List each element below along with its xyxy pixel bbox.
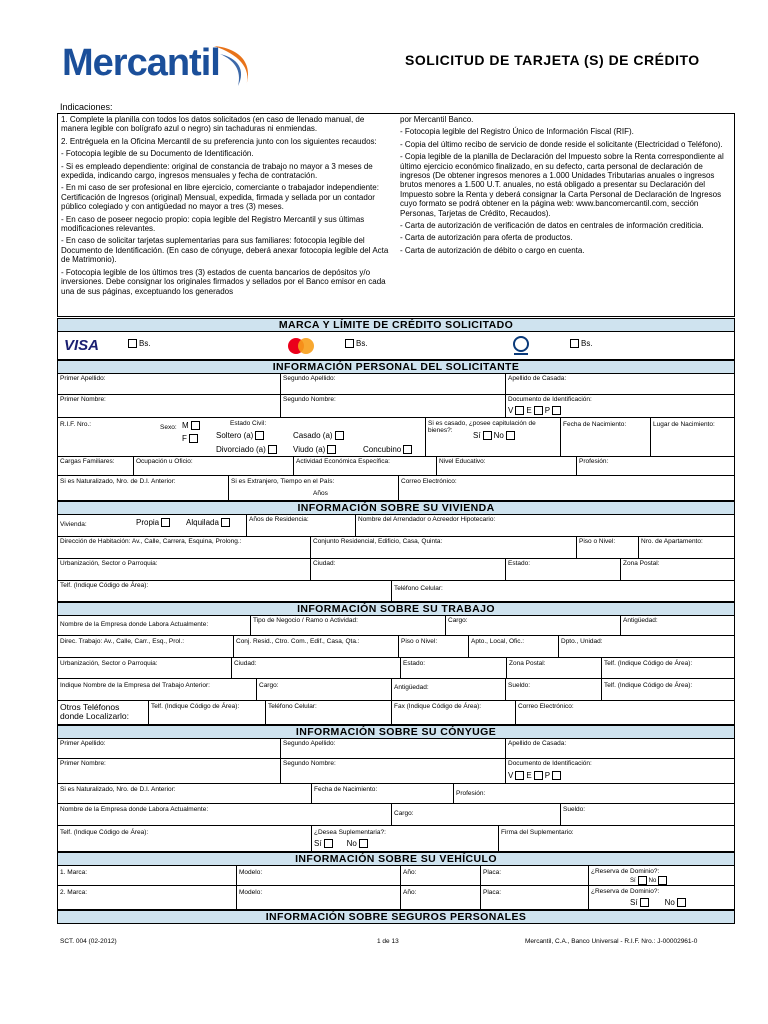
divorciado-checkbox[interactable] <box>268 445 277 454</box>
soltero-checkbox[interactable] <box>255 431 264 440</box>
naturalizado-label: Si es Naturalizado, Nro. de D.I. Anterior: <box>60 478 176 485</box>
divorciado-option: Divorciado (a) <box>216 445 279 454</box>
marca-2-label: 2. Marca: <box>60 889 88 896</box>
section-vehiculo: INFORMACIÓN SOBRE SU VEHÍCULO <box>57 852 735 866</box>
anos-label: Años <box>313 490 328 497</box>
ind-left-5: - En mi caso de ser profesional en libre ejercicio, comerciante o trabajador independiente: Certificación de Ingresos (original) Mensual, expedida, firmada y sellada por un contador público colegiado y con antigüedad no mayor a tres (3) meses. <box>61 183 379 212</box>
ind-right-7: - Carta de autorización de débito o cargo en cuenta. <box>400 245 585 255</box>
conyuge-telf-label: Telf. (Indique Código de Área): <box>60 829 149 836</box>
direccion-label: Dirección de Habitación: Av., Calle, Carrera, Esquina, Prolong.: <box>60 538 242 545</box>
apto-label: Nro. de Apartamento: <box>641 538 703 545</box>
doc-v-checkbox[interactable] <box>515 406 524 415</box>
trabajo-row-5 <box>57 701 735 725</box>
telf-otros-label: Telf. (Indique Código de Área): <box>151 703 240 710</box>
correo-trabajo-label: Correo Electrónico: <box>518 703 574 710</box>
indicaciones-label: Indicaciones: <box>60 102 113 112</box>
ind-left-8: - Fotocopia legible de los últimos tres (3) estados de cuenta bancarios de depósitos y/o inversiones. Debe consignar los originales firmados y sellados por el Banco emisor en cada una de sus páginas, exceptuando los generados <box>61 267 386 296</box>
suplementaria-options: Sí No <box>314 839 370 848</box>
celular-trabajo-label: Teléfono Celular: <box>268 703 317 710</box>
sexo-m-checkbox[interactable] <box>191 421 200 430</box>
ind-left-2: 2. Entréguela en la Oficina Mercantil de su preferencia junto con los siguientes recaudos: <box>61 136 377 146</box>
urb-trabajo-label: Urbanización, Sector o Parroquia: <box>60 660 158 667</box>
conjunto-label: Conjunto Residencial, Edificio, Casa, Quinta: <box>313 538 443 545</box>
suplementaria-no-checkbox[interactable] <box>359 839 368 848</box>
ind-right-6: - Carta de autorización para oferta de productos. <box>400 233 573 243</box>
concubino-option: Concubino <box>363 445 414 454</box>
vivienda-row-3 <box>57 559 735 581</box>
propia-checkbox[interactable] <box>161 518 170 527</box>
fax-label: Fax (Indique Código de Área): <box>394 703 482 710</box>
conyuge-segundo-apellido-label: Segundo Apellido: <box>283 740 336 747</box>
visa-icon: VISA <box>64 337 100 354</box>
section-seguros: INFORMACIÓN SOBRE SEGUROS PERSONALES <box>57 910 735 924</box>
vehiculo-row-2 <box>57 886 735 910</box>
apto-trabajo-label: Apto., Local, Ofic.: <box>471 638 525 645</box>
celular-label: Teléfono Celular: <box>394 585 443 592</box>
vivienda-label: Vivienda: <box>60 521 87 528</box>
telf-trabajo-label: Telf. (Indique Código de Área): <box>604 660 693 667</box>
conyuge-cargo-label: Cargo: <box>394 810 414 817</box>
antiguedad-label: Antigüedad: <box>623 617 658 624</box>
visa-checkbox[interactable] <box>128 339 137 348</box>
estado-label: Estado: <box>508 560 531 567</box>
form-code: SCT. 004 (02-2012) <box>60 938 117 945</box>
ind-left-1: 1. Complete la planilla con todos los datos solicitados (en caso de llenado manual, de manera legible con bolígrafo azul o negro) sin tachaduras ni enmiendas. <box>61 115 365 134</box>
sexo-f-checkbox[interactable] <box>189 434 198 443</box>
modelo-2-label: Modelo: <box>239 889 263 896</box>
personal-row-1 <box>57 374 735 395</box>
telf-anterior-label: Telf. (Indique Código de Área): <box>604 682 693 689</box>
correo-label: Correo Electrónico: <box>401 478 457 485</box>
capitulacion-label: Si es casado, ¿posee capitulación de bienes?: <box>428 420 536 434</box>
placa-1-label: Placa: <box>483 869 502 876</box>
ano-2-label: Año: <box>403 889 417 896</box>
actividad-label: Actividad Económica Específica: <box>296 458 390 465</box>
ind-right-5: - Carta de autorización de verificación de datos en centrales de información crediticia. <box>400 221 704 231</box>
segundo-apellido-label: Segundo Apellido: <box>283 375 336 382</box>
ind-left-3: - Fotocopia legible de su Documento de Identificación. <box>61 149 254 159</box>
anos-residencia-label: Años de Residencia: <box>249 516 309 523</box>
negocio-label: Tipo de Negocio / Ramo o Actividad: <box>253 617 358 624</box>
indicaciones-right <box>400 115 730 258</box>
profesion-label: Profesión: <box>579 458 609 465</box>
soltero-option: Soltero (a) <box>216 431 266 440</box>
conyuge-doc-v-checkbox[interactable] <box>515 771 524 780</box>
ano-1-label: Año: <box>403 869 417 876</box>
company-info: Mercantil, C.A., Banco Universal - R.I.F. Nro.: J-00002961-0 <box>525 938 698 945</box>
visa-limit <box>126 339 151 348</box>
ciudad-label: Ciudad: <box>313 560 336 567</box>
zona-label: Zona Postal: <box>623 560 660 567</box>
ind-right-4: - Copia legible de la planilla de Declaración del Impuesto sobre la Renta correspondiente al último ejercicio económico finalizado, en su defecto, carta personal de declaración de ingresos (De obtener ingresos menores a 1.000 Unidades Tributarias anuales o ingresos brutos menores a 1.500 U.T. anuales, no está obligado a presentar su Declaración del Impuesto sobre la Renta y deberá consignar la Carta Personal de Declaración de Ingresos cuyo formato se podrá obtener en la página web: www.bancomercantil.com, sección Personas, Tarjetas de Crédito, Recaudos). <box>400 152 724 218</box>
diners-limit <box>568 339 593 348</box>
arrendador-label: Nombre del Arrendador o Acreedor Hipotecario: <box>358 516 496 523</box>
firma-label: Firma del Suplementario: <box>501 829 574 836</box>
apellido-casada-label: Apellido de Casada: <box>508 375 567 382</box>
conyuge-row-3 <box>57 784 735 804</box>
ind-right-3: - Copia del último recibo de servicio de donde reside el solicitante (Electricidad o Teléfono). <box>400 139 723 149</box>
conyuge-naturalizado-label: Si es Naturalizado, Nro. de D.I. Anterior: <box>60 786 176 793</box>
sueldo-label: Sueldo: <box>508 682 531 689</box>
sexo-f: F <box>182 434 200 443</box>
placa-2-label: Placa: <box>483 889 502 896</box>
reserva-2-options: Sí No <box>630 898 688 907</box>
ind-left-7: - En caso de solicitar tarjetas suplementarias para sus familiares: fotocopia legible del Documento de Identificación. (En caso de cónyuge, deberá anexar fotocopia legible del Acta de Matrimonio). <box>61 236 389 265</box>
doc-type-options: V E P <box>508 406 563 415</box>
currency-diners: Bs. <box>581 339 593 348</box>
primer-nombre-label: Primer Nombre: <box>60 396 106 403</box>
telf-label: Telf. (Indique Código de Área): <box>60 582 149 589</box>
trabajo-row-4 <box>57 679 735 701</box>
fecha-nac-label: Fecha de Nacimiento: <box>563 421 627 428</box>
section-vivienda: INFORMACIÓN SOBRE SU VIVIENDA <box>57 501 735 515</box>
conj-resid-label: Conj. Resid., Ctro. Com., Edif., Casa, Qta.: <box>236 638 360 645</box>
reserva-1-no-checkbox[interactable] <box>658 876 667 885</box>
cargas-label: Cargas Familiares: <box>60 458 115 465</box>
personal-row-3 <box>57 418 735 457</box>
currency-visa: Bs. <box>139 339 151 348</box>
conyuge-apellido-casada-label: Apellido de Casada: <box>508 740 567 747</box>
personal-row-2 <box>57 395 735 418</box>
urbanizacion-label: Urbanización, Sector o Parroquia: <box>60 560 158 567</box>
estado-civil-label: Estado Civil: <box>230 420 267 427</box>
lugar-nac-label: Lugar de Nacimiento: <box>653 421 715 428</box>
trabajo-row-3 <box>57 658 735 679</box>
sexo-m: M <box>182 421 202 430</box>
conyuge-row-5 <box>57 826 735 852</box>
reserva-2-label: ¿Reserva de Dominio?: <box>591 888 660 895</box>
doc-id-label: Documento de Identificación: <box>508 396 592 403</box>
modelo-1-label: Modelo: <box>239 869 263 876</box>
sexo-label: Sexo: <box>160 424 177 431</box>
vivienda-row-4 <box>57 581 735 602</box>
doc-p-checkbox[interactable] <box>552 406 561 415</box>
cargo-label: Cargo: <box>448 617 468 624</box>
nivel-label: Nivel Educativo: <box>439 458 486 465</box>
conyuge-sueldo-label: Sueldo: <box>563 806 586 813</box>
personal-row-5 <box>57 476 735 501</box>
suplementaria-si-checkbox[interactable] <box>324 839 333 848</box>
reserva-2-si-checkbox[interactable] <box>640 898 649 907</box>
conyuge-row-1 <box>57 739 735 759</box>
marca-row <box>57 332 735 360</box>
section-marca: MARCA Y LÍMITE DE CRÉDITO SOLICITADO <box>57 318 735 332</box>
empresa-label: Nombre de la Empresa donde Labora Actualmente: <box>60 621 209 628</box>
brand-swoosh-icon <box>208 40 260 92</box>
currency-mastercard: Bs. <box>356 339 368 348</box>
capitulacion-options: Sí No <box>473 431 517 440</box>
reserva-1-si-checkbox[interactable] <box>638 876 647 885</box>
conyuge-row-2 <box>57 759 735 784</box>
dpto-label: Dpto., Unidad: <box>561 638 603 645</box>
diners-club-icon <box>508 335 534 357</box>
estado-trabajo-label: Estado: <box>403 660 426 667</box>
extranjero-label: Si es Extranjero, Tiempo en el País: <box>231 478 335 485</box>
ind-right-2: - Fotocopia legible del Registro Único de Información Fiscal (RIF). <box>400 127 634 137</box>
suplementaria-label: ¿Desea Suplementaria?: <box>314 829 386 836</box>
section-trabajo: INFORMACIÓN SOBRE SU TRABAJO <box>57 602 735 616</box>
viudo-option: Viudo (a) <box>293 445 338 454</box>
concubino-checkbox[interactable] <box>403 445 412 454</box>
zona-trabajo-label: Zona Postal: <box>509 660 546 667</box>
alquilada-option: Alquilada <box>186 518 232 527</box>
section-personal: INFORMACIÓN PERSONAL DEL SOLICITANTE <box>57 360 735 374</box>
piso-trabajo-label: Piso o Nivel: <box>401 638 438 645</box>
reserva-1-options: Sí No <box>630 876 669 885</box>
conyuge-fecha-nac-label: Fecha de Nacimiento: <box>314 786 378 793</box>
anterior-label: Indique Nombre de la Empresa del Trabajo Anterior: <box>60 682 210 689</box>
ind-left-6: - En caso de poseer negocio propio: copia legible del Registro Mercantil y sus últimas modificaciones relevantes. <box>61 214 365 234</box>
vehiculo-row-1 <box>57 866 735 886</box>
primer-apellido-label: Primer Apellido: <box>60 375 106 382</box>
cargo-anterior-label: Cargo: <box>259 682 279 689</box>
rif-label: R.I.F. Nro.: <box>60 421 92 428</box>
conyuge-row-4 <box>57 804 735 826</box>
section-conyuge: INFORMACIÓN SOBRE SU CÓNYUGE <box>57 725 735 739</box>
conyuge-empresa-label: Nombre de la Empresa donde Labora Actualmente: <box>60 806 209 813</box>
casado-option: Casado (a) <box>293 431 346 440</box>
doc-e-checkbox[interactable] <box>534 406 543 415</box>
conyuge-profesion-label: Profesión: <box>456 790 486 797</box>
conyuge-segundo-nombre-label: Segundo Nombre: <box>283 760 336 767</box>
mastercard-checkbox[interactable] <box>345 339 354 348</box>
reserva-2-no-checkbox[interactable] <box>677 898 686 907</box>
capitulacion-si-checkbox[interactable] <box>483 431 492 440</box>
ind-left-4: - Si es empleado dependiente: original de constancia de trabajo no mayor a 3 meses de expedida, indicando cargo, ingresos mensuales y fecha de contratación. <box>61 161 373 181</box>
trabajo-row-1 <box>57 616 735 636</box>
conyuge-doc-p-checkbox[interactable] <box>552 771 561 780</box>
reserva-1-label: ¿Reserva de Dominio?: <box>591 868 660 875</box>
capitulacion-no-checkbox[interactable] <box>506 431 515 440</box>
mastercard-icon <box>286 337 316 355</box>
marca-1-label: 1. Marca: <box>60 869 88 876</box>
brand-logo: Mercantil <box>62 42 220 84</box>
mastercard-limit <box>343 339 368 348</box>
otros-telefonos-label: Otros Teléfonos donde Localizarlo: <box>60 702 129 721</box>
viudo-checkbox[interactable] <box>327 445 336 454</box>
ind-right-1: por Mercantil Banco. <box>400 115 474 124</box>
piso-label: Piso o Nivel: <box>579 538 616 545</box>
trabajo-row-2 <box>57 636 735 658</box>
segundo-nombre-label: Segundo Nombre: <box>283 396 336 403</box>
ocupacion-label: Ocupación u Oficio: <box>136 458 193 465</box>
vivienda-row-1 <box>57 515 735 537</box>
personal-row-4 <box>57 457 735 476</box>
conyuge-doc-e-checkbox[interactable] <box>534 771 543 780</box>
conyuge-doc-id-label: Documento de Identificación: <box>508 760 592 767</box>
direc-trabajo-label: Direc. Trabajo: Av., Calle, Carr., Esq., Prol.: <box>60 638 185 645</box>
diners-checkbox[interactable] <box>570 339 579 348</box>
conyuge-doc-type-options: V E P <box>508 771 563 780</box>
casado-checkbox[interactable] <box>335 431 344 440</box>
indicaciones-box <box>57 113 735 317</box>
ciudad-trabajo-label: Ciudad: <box>234 660 257 667</box>
indicaciones-left <box>61 115 391 299</box>
propia-option: Propia <box>136 518 172 527</box>
antiguedad-anterior-label: Antigüedad: <box>394 684 429 691</box>
vivienda-row-2 <box>57 537 735 559</box>
conyuge-primer-nombre-label: Primer Nombre: <box>60 760 106 767</box>
conyuge-primer-apellido-label: Primer Apellido: <box>60 740 106 747</box>
page-title: SOLICITUD DE TARJETA (S) DE CRÉDITO <box>405 52 700 68</box>
page-number: 1 de 13 <box>377 938 399 945</box>
alquilada-checkbox[interactable] <box>221 518 230 527</box>
